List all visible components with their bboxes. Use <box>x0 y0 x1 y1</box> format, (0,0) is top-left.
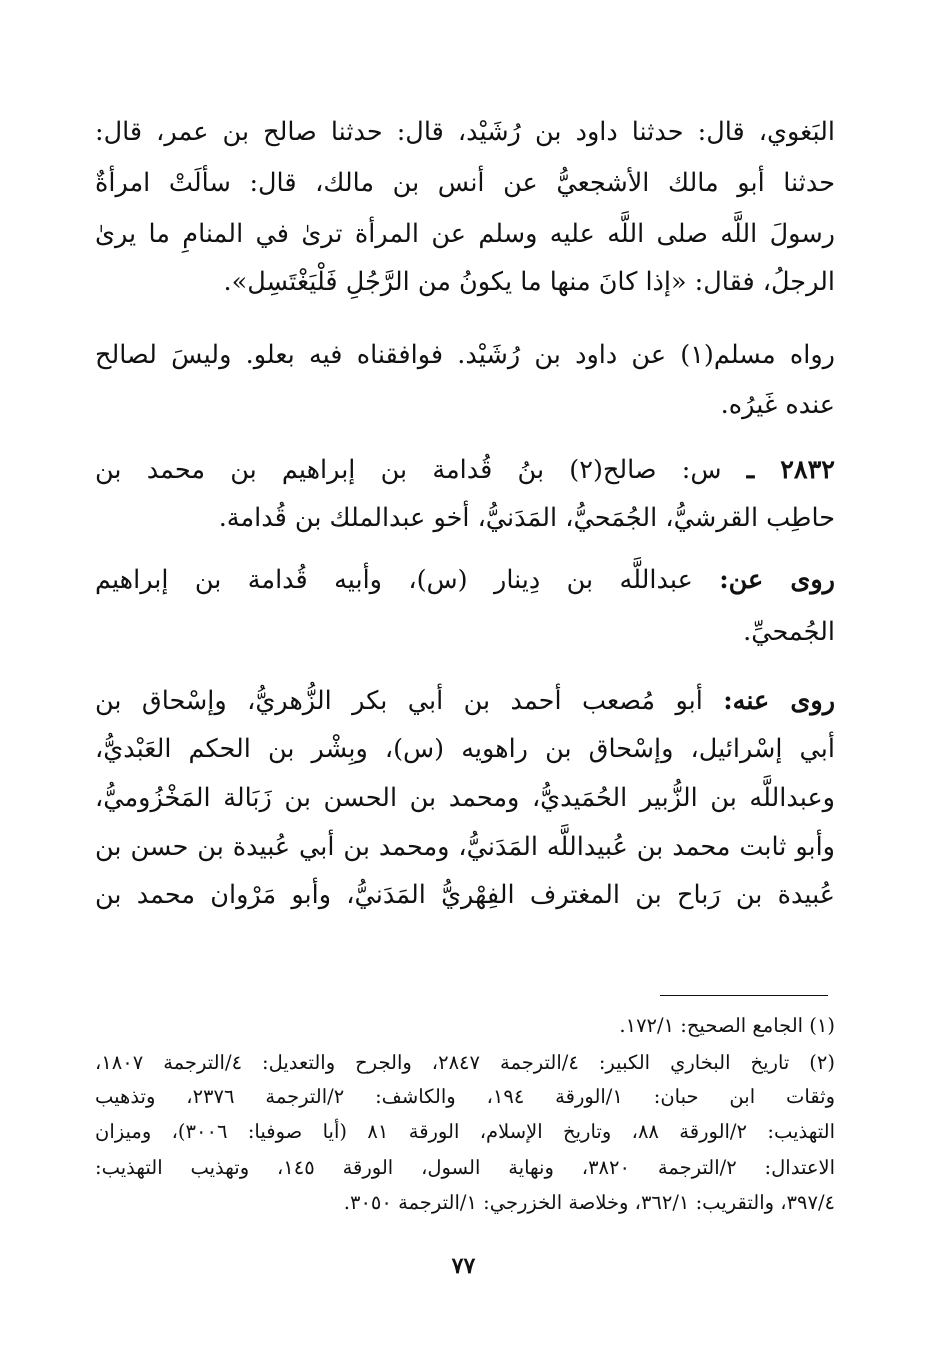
footnote-2-line-3: التهذيب: ٢/الورقة ٨٨، وتاريخ الإسلام، الورقة ٨١ (أيا صوفيا: ٣٠٠٦)، وميزان <box>95 1120 835 1143</box>
entry-number: ٢٨٣٢ ـ <box>746 455 835 485</box>
rawa-anhu-line-3: وعبداللَّه بن الزُّبير الحُمَيديُّ، ومحمد بن الحسن بن زَبَالة المَخْزُوميُّ، <box>95 783 835 813</box>
footnote-2-line-4: الاعتدال: ٢/الترجمة ٣٨٢٠، ونهاية السول، الورقة ١٤٥، وتهذيب التهذيب: <box>95 1156 836 1179</box>
rawa-anhu-line-1 <box>95 686 836 716</box>
rawa-an-line-1 <box>95 565 835 595</box>
body-line-4: الرجلُ، فقال: «إذا كانَ منها ما يكونُ من الرَّجُلِ فَلْيَغْتَسِل». <box>223 267 835 297</box>
entry-line-2: حاطِب القرشيُّ، الجُمَحيُّ، المَدَنيُّ، أخو عبدالملك بن قُدامة. <box>218 503 835 533</box>
body-line-5: رواه مسلم(١) عن داود بن رُشَيْد. فوافقناه فيه بعلو. وليسَ لصالح <box>95 340 835 370</box>
page-number: ٧٧ <box>451 1253 476 1279</box>
rawa-an-label: روى عن: <box>719 565 835 595</box>
footnote-2-line-2: وثقات ابن حبان: ١/الورقة ١٩٤، والكاشف: ٢/الترجمة ٢٣٧٦، وتذهيب <box>95 1085 835 1108</box>
footnote-separator <box>660 995 828 996</box>
footnote-2-line-1: (٢) تاريخ البخاري الكبير: ٤/الترجمة ٢٨٤٧، والجرح والتعديل: ٤/الترجمة ١٨٠٧، <box>95 1051 836 1074</box>
footnote-2-line-5: ٣٩٧/٤، والتقريب: ٣٦٢/١، وخلاصة الخزرجي: ١/الترجمة ٣٠٥٠. <box>343 1191 835 1214</box>
rawa-anhu-text: أبو مُصعب أحمد بن أبي بكر الزُّهريُّ، وإسْحاق بن <box>95 686 703 716</box>
footnote-1: (١) الجامع الصحيح: ١٧٢/١. <box>619 1014 835 1037</box>
body-line-2: حدثنا أبو مالك الأشجعيُّ عن أنس بن مالك، قال: سألَتْ امرأةٌ <box>95 168 835 198</box>
rawa-anhu-label: روى عنه: <box>723 686 836 716</box>
entry-header-line <box>95 455 835 485</box>
rawa-an-line-2: الجُمحيِّ. <box>743 617 835 647</box>
rawa-an-text: عبداللَّه بن دِينار (س)، وأبيه قُدامة بن إبراهيم <box>95 565 693 595</box>
rawa-anhu-line-4: وأبو ثابت محمد بن عُبيداللَّه المَدَنيُّ، ومحمد بن أبي عُبيدة بن حسن بن <box>95 832 835 862</box>
body-line-1: البَغوي، قال: حدثنا داود بن رُشَيْد، قال: حدثنا صالح بن عمر، قال: <box>95 117 835 147</box>
entry-line-1-text: س: صالح(٢) بنُ قُدامة بن إبراهيم بن محمد بن <box>95 455 722 485</box>
rawa-anhu-line-2: أبي إسْرائيل، وإسْحاق بن راهويه (س)، وبِشْر بن الحكم العَبْديُّ، <box>95 734 835 764</box>
body-line-6: عنده غَيرُه. <box>720 390 835 420</box>
rawa-anhu-line-5: عُبيدة بن رَباح بن المغترف الفِهْريُّ المَدَنيُّ، وأبو مَرْوان محمد بن <box>95 880 835 910</box>
body-line-3: رسولَ اللَّه صلى اللَّه عليه وسلم عن المرأة ترىٰ في المنامِ ما يرىٰ <box>95 219 835 249</box>
